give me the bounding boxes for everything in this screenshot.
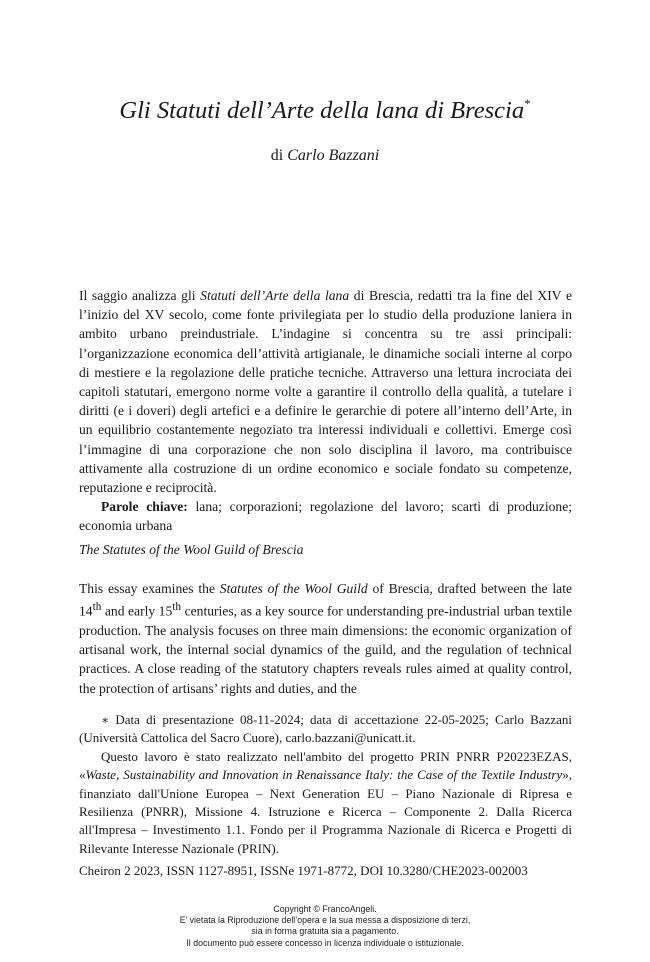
footnote-1: [79, 711, 572, 748]
keywords-text: lana; corporazioni; regolazione del lavoro; scarti di produzione; economia urbana: [79, 499, 573, 534]
abstract-it-text-1: Il saggio analizza gli: [79, 288, 201, 303]
footnote-1-text: Data di presentazione 08-11-2024; data di accettazione 22-05-2025; Carlo Bazzani (Università Cattolica del Sacro Cuore), carlo.bazzani@unicatt.it.: [79, 712, 572, 746]
abstract-en-text-2: of Brescia, drafted between the late 14: [79, 581, 573, 619]
abstract-it-work-title: Statuti dell’Arte della lana: [200, 288, 350, 303]
title-footnote-marker: *: [524, 96, 531, 111]
abstract-en-text-3: and early 15: [101, 603, 173, 619]
footnote-2-text-1: Questo lavoro è stato realizzato nell'ambito del progetto PRIN PNRR P20223EZAS, «: [79, 748, 572, 783]
english-title: The Statutes of the Wool Guild of Brescia: [79, 542, 304, 557]
copyright-line-1: Copyright © FrancoAngeli.: [273, 904, 377, 914]
italian-abstract: [79, 286, 572, 536]
journal-citation: Cheiron 2 2023, ISSN 1127-8951, ISSNe 1971-8772, DOI 10.3280/CHE2023-002003: [79, 863, 528, 878]
copyright-line-4: Il documento può essere concesso in licenza individuale o istituzionale.: [186, 937, 464, 948]
abstract-en-work-title: Statutes of the Wool Guild: [219, 581, 368, 596]
footnote-2: [79, 748, 572, 858]
footnote-2-text-2: », finanziato dall'Unione Europea – Next Generation EU – Piano Nazionale di Ripresa e Resilienza (PNRR), Missione 4. Istruzione e Ricerca – Componente 2. Dalla Ricerca all'Impresa – Investimento 1.1. Fondo per il Programma Nazionale di Ricerca e Progetti di Rilevante Interesse Nazionale (PRIN).: [79, 767, 572, 856]
abstract-en-text-1: This essay examines the: [79, 581, 220, 596]
keywords-label: Parole chiave:: [101, 499, 188, 515]
article-title: [0, 96, 650, 126]
copyright-line-2: E’ vietata la Riproduzione dell’opera e la sua messa a disposizione di terzi,: [179, 915, 471, 926]
title-text: Gli Statuti dell’Arte della lana di Brescia: [119, 97, 525, 124]
footnotes: [79, 711, 572, 858]
author-name: Carlo Bazzani: [287, 147, 380, 164]
abstract-it-text-2: di Brescia, redatti tra la fine del XIV e l’inizio del XV secolo, come fonte privilegiata per lo studio della produzione laniera in ambito urbano preindustriale. L’indagine si concentra su tre assi principali: l’organizzazione economica dell’attività artigianale, le dinamiche sociali interne al corpo di mestiere e la regolazione delle pratiche tecniche. Attraverso una lettura incrociata dei capitoli statutari, emergono norme volte a garantire il controllo della qualità, a tutelare i diritti (e i doveri) degli artefici e a definire le gerarchie di potere all’interno dell’Arte, in un equilibrio costantemente negoziato tra interessi individuali e collettivi. Emerge così l’immagine di una corporazione che non solo disciplina il lavoro, ma contribuisce attivamente alla costruzione di un ordine economico e sociale fondato su competenze, reputazione e reciprocità.: [79, 288, 572, 496]
copyright-notice: [0, 904, 650, 949]
ordinal-sup-1: th: [92, 601, 102, 614]
abstract-it-paragraph: [79, 286, 572, 497]
abstract-en-text-4: centuries, as a key source for understanding pre-industrial urban textile production. The analysis focuses on three main dimensions: the economic organization of artisanal work, the internal social dynamics of the guild, and the regulation of technical practices. A close reading of the statutory chapters reveals rules aimed at quality control, the protection of artisans’ rights and duties, and the: [79, 603, 572, 696]
ordinal-sup-2: th: [172, 601, 182, 614]
keywords: [79, 497, 572, 535]
copyright-line-3: sia in forma gratuita sia a pagamento.: [251, 926, 399, 937]
english-abstract: [79, 579, 572, 698]
author-prefix: di: [270, 147, 284, 164]
author-line: [0, 146, 650, 166]
footnote-star: ∗: [101, 713, 110, 727]
footnote-2-project-title: Waste, Sustainability and Innovation in Renaissance Italy: the Case of the Textile Industry: [85, 767, 563, 783]
